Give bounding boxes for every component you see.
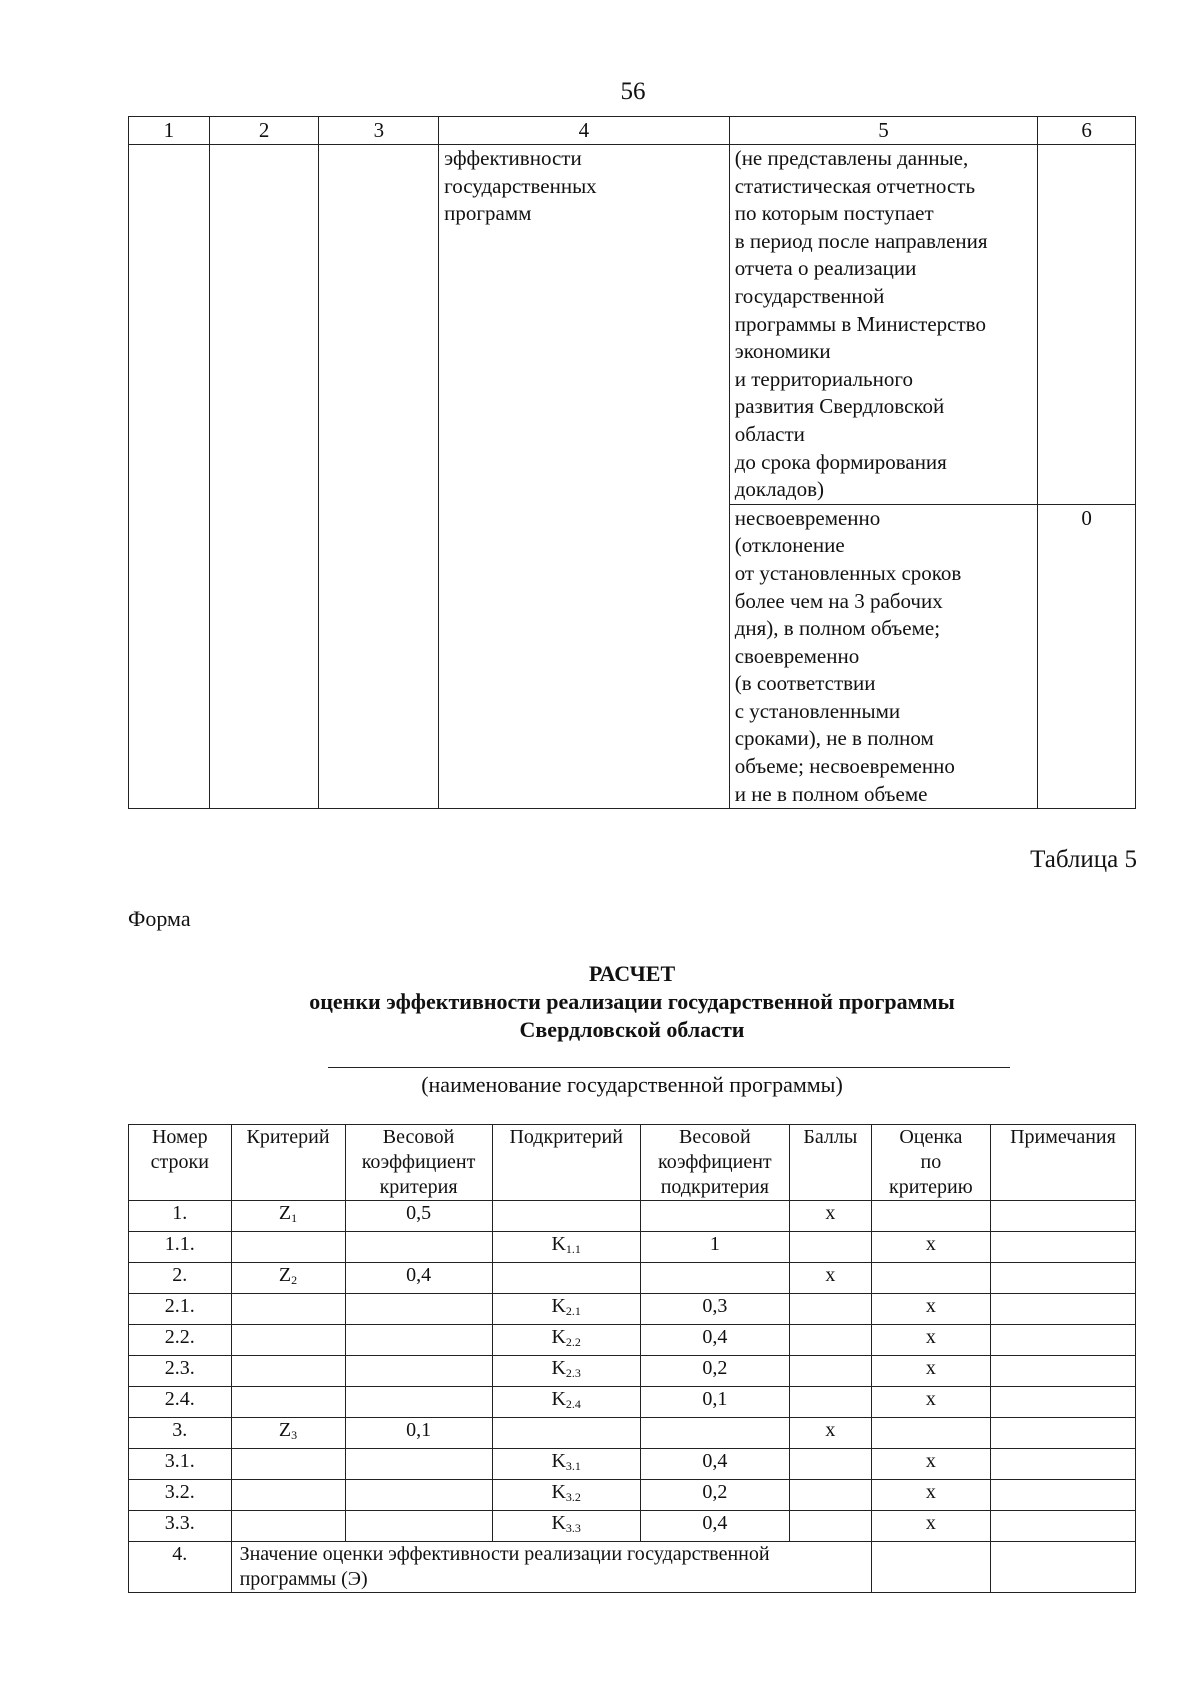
criterion-weight-cell [345,1232,492,1263]
criterion-index: 1 [291,1211,298,1225]
notes-cell [990,1201,1135,1232]
notes-cell [990,1325,1135,1356]
table-row [129,145,1136,505]
header-text-line: Номер [151,1126,208,1148]
subcriterion-symbol: K [551,1357,566,1379]
criterion-score-cell [871,1201,990,1232]
header-subcriterion-weight [640,1125,789,1201]
subcriterion-weight-cell: 0,4 [640,1325,789,1356]
subcriterion-index: 2.3 [565,1366,581,1380]
criterion-index: 2 [291,1273,298,1287]
header-text-line: коэффициент [658,1151,772,1173]
header-text-line: по [920,1151,942,1173]
empty-cell [319,145,439,809]
points-cell: x [789,1201,871,1232]
table-row [129,1449,1136,1480]
text-line: сроками), не в полном [734,726,934,751]
criterion-index: 3 [291,1428,298,1442]
text-line: экономики [734,339,831,364]
column-number-3: 3 [319,117,439,145]
subcriterion-index: 3.2 [565,1490,581,1504]
header-criterion [231,1125,345,1201]
document-subtitle: оценки эффективности реализации государственной программы [309,989,955,1014]
column-number-2: 2 [209,117,319,145]
text-line: до срока формирования [734,449,947,474]
subcriterion-weight-cell [640,1201,789,1232]
text-line: программ [444,201,532,226]
text-line: программы в Министерство [734,311,986,336]
text-line: статистическая отчетность [734,173,976,198]
calculation-table [128,1124,1136,1593]
subcriterion-weight-cell: 0,3 [640,1294,789,1325]
criterion-score-cell: x [871,1294,990,1325]
notes-cell [990,1387,1135,1418]
continuation-table [128,116,1136,809]
row-number-cell: 3. [129,1418,232,1449]
criterion-cell [231,1356,345,1387]
row-number-cell: 1.1. [129,1232,232,1263]
header-text-line: подкритерия [660,1176,769,1198]
criterion-weight-cell [345,1325,492,1356]
column-number-row [129,117,1136,145]
notes-cell [990,1356,1135,1387]
text-line: несвоевременно [734,505,881,530]
row-number-cell: 3.2. [129,1480,232,1511]
subcriterion-cell [492,1263,640,1294]
text-line: дня), в полном объеме; [734,616,941,641]
column-number-6: 6 [1038,117,1136,145]
table-row [129,1480,1136,1511]
criterion-score-cell: x [871,1232,990,1263]
criterion-cell [231,1387,345,1418]
header-text-line: Подкритерий [509,1126,623,1148]
table-row [129,1325,1136,1356]
subcriterion-cell [492,1387,640,1418]
row-number-cell: 4. [129,1542,232,1593]
header-text-line: Весовой [679,1126,751,1148]
criterion-cell [231,1511,345,1542]
notes-cell [990,1232,1135,1263]
text-line: и не в полном объеме [734,781,928,806]
subcriterion-cell [492,1294,640,1325]
score-cell: 0 [1038,504,1136,809]
criterion-cell [231,1480,345,1511]
text-line: государственной [734,283,885,308]
criterion-weight-cell [345,1356,492,1387]
total-label-cell [231,1542,871,1593]
criterion-symbol: Z [278,1264,292,1286]
points-cell [789,1449,871,1480]
header-text-line: Весовой [382,1126,455,1148]
notes-cell [990,1263,1135,1294]
subcriterion-index: 2.4 [565,1397,581,1411]
subcriterion-index: 3.1 [565,1459,581,1473]
text-line: докладов) [734,477,824,502]
header-text-line: критерия [379,1176,458,1198]
criterion-cell [231,1418,345,1449]
subcriterion-cell [492,1356,640,1387]
column-number-1: 1 [129,117,210,145]
program-name-caption: (наименование государственной программы) [421,1072,843,1097]
criterion-cell [231,1449,345,1480]
points-cell [789,1232,871,1263]
subcriterion-weight-cell: 0,1 [640,1387,789,1418]
header-text-line: строки [150,1151,209,1173]
subcriterion-index: 2.1 [565,1304,581,1318]
criterion-text-cell [729,145,1038,505]
text-line: Значение оценки эффективности реализации государственной [239,1543,770,1565]
header-text-line: критерию [889,1176,973,1198]
criterion-weight-cell [345,1480,492,1511]
subcriterion-weight-cell: 0,2 [640,1356,789,1387]
criterion-score-cell: x [871,1511,990,1542]
criterion-cell [231,1201,345,1232]
criterion-weight-cell [345,1294,492,1325]
points-cell: x [789,1418,871,1449]
empty-cell [209,145,319,809]
notes-cell [990,1449,1135,1480]
row-number-cell: 2. [129,1263,232,1294]
notes-cell [990,1480,1135,1511]
criterion-symbol: Z [278,1202,292,1224]
table-row [129,1511,1136,1542]
subcriterion-weight-cell: 0,4 [640,1511,789,1542]
calculation-table-header [129,1125,1136,1201]
subcriterion-weight-cell: 1 [640,1232,789,1263]
subcriterion-cell [492,1449,640,1480]
header-subcriterion [492,1125,640,1201]
criterion-weight-cell: 0,4 [345,1263,492,1294]
notes-cell [990,1294,1135,1325]
text-line: (в соответствии [734,671,876,696]
criterion-cell [231,1232,345,1263]
subcriterion-cell [492,1325,640,1356]
notes-cell [990,1511,1135,1542]
text-line: (не представлены данные, [734,146,969,170]
criterion-cell [231,1325,345,1356]
points-cell [789,1387,871,1418]
row-number-cell: 2.4. [129,1387,232,1418]
subcriterion-symbol: K [551,1512,566,1534]
subcriterion-index: 1.1 [565,1242,581,1256]
document-subtitle-region: Свердловской области [519,1017,745,1042]
text-line: развития Свердловской [734,394,945,419]
criterion-score-cell: x [871,1325,990,1356]
text-line: по которым поступает [734,201,934,226]
points-cell [789,1511,871,1542]
program-name-line [328,1067,1010,1068]
text-line: от установленных сроков [734,560,962,585]
text-line: более чем на 3 рабочих [734,588,943,613]
header-text-line: Критерий [246,1126,330,1148]
text-line: в период после направления [734,228,988,253]
points-cell [789,1294,871,1325]
subcriterion-weight-cell [640,1418,789,1449]
table-row [129,1418,1136,1449]
table-row [129,1356,1136,1387]
text-line: государственных [444,173,597,198]
row-number-cell: 2.1. [129,1294,232,1325]
header-row-number [129,1125,232,1201]
header-text-line: Оценка [899,1126,963,1148]
points-cell [789,1356,871,1387]
criterion-weight-cell: 0,5 [345,1201,492,1232]
indicator-name-cell [439,145,730,809]
document-title: РАСЧЕТ [588,961,676,986]
notes-cell [990,1542,1135,1593]
subcriterion-weight-cell [640,1263,789,1294]
row-number-cell: 1. [129,1201,232,1232]
header-text-line: Примечания [1010,1126,1116,1148]
score-cell [1038,145,1136,505]
text-line: объеме; несвоевременно [734,754,955,779]
points-cell: x [789,1263,871,1294]
criterion-score-cell [871,1542,990,1593]
subcriterion-symbol: K [551,1295,566,1317]
notes-cell [990,1418,1135,1449]
points-cell [789,1325,871,1356]
total-row [129,1542,1136,1593]
criterion-score-cell: x [871,1387,990,1418]
criterion-cell [231,1263,345,1294]
page-number: 56 [620,78,646,105]
criterion-score-cell: x [871,1480,990,1511]
criterion-weight-cell: 0,1 [345,1418,492,1449]
subcriterion-cell [492,1418,640,1449]
subcriterion-cell [492,1201,640,1232]
text-line: и территориального [734,366,913,391]
text-line: области [734,421,805,446]
table-row [129,1387,1136,1418]
criterion-weight-cell [345,1387,492,1418]
text-line: (отклонение [734,533,845,558]
criterion-score-cell [871,1418,990,1449]
row-number-cell: 2.2. [129,1325,232,1356]
form-label: Форма [128,906,191,931]
text-line: отчета о реализации [734,256,917,281]
header-points [789,1125,871,1201]
table-row [129,1232,1136,1263]
table-row [129,1263,1136,1294]
table-row [129,1294,1136,1325]
header-notes [990,1125,1135,1201]
criterion-weight-cell [345,1449,492,1480]
subcriterion-index: 3.3 [565,1521,581,1535]
row-number-cell: 2.3. [129,1356,232,1387]
column-number-5: 5 [729,117,1038,145]
header-text-line: Баллы [803,1126,858,1148]
text-line: с установленными [734,698,901,723]
subcriterion-index: 2.2 [565,1335,581,1349]
subcriterion-symbol: K [551,1388,566,1410]
header-text-line: коэффициент [361,1151,476,1173]
row-number-cell: 3.3. [129,1511,232,1542]
criterion-symbol: Z [278,1419,292,1441]
row-number-cell: 3.1. [129,1449,232,1480]
subcriterion-symbol: K [551,1481,566,1503]
text-line: программы (Э) [239,1568,368,1590]
table-row [129,1201,1136,1232]
points-cell [789,1480,871,1511]
table-label: Таблица 5 [1030,846,1137,873]
subcriterion-weight-cell: 0,4 [640,1449,789,1480]
column-number-4: 4 [439,117,730,145]
criterion-text-cell [729,504,1038,809]
subcriterion-symbol: K [551,1450,566,1472]
subcriterion-cell [492,1511,640,1542]
text-line: своевременно [734,643,860,668]
header-criterion-score [871,1125,990,1201]
subcriterion-cell [492,1232,640,1263]
criterion-score-cell [871,1263,990,1294]
subcriterion-weight-cell: 0,2 [640,1480,789,1511]
header-criterion-weight [345,1125,492,1201]
text-line: эффективности [444,146,582,170]
criterion-cell [231,1294,345,1325]
subcriterion-symbol: K [551,1233,566,1255]
criterion-score-cell: x [871,1356,990,1387]
subcriterion-cell [492,1480,640,1511]
subcriterion-symbol: K [551,1326,566,1348]
criterion-score-cell: x [871,1449,990,1480]
criterion-weight-cell [345,1511,492,1542]
empty-cell [129,145,210,809]
